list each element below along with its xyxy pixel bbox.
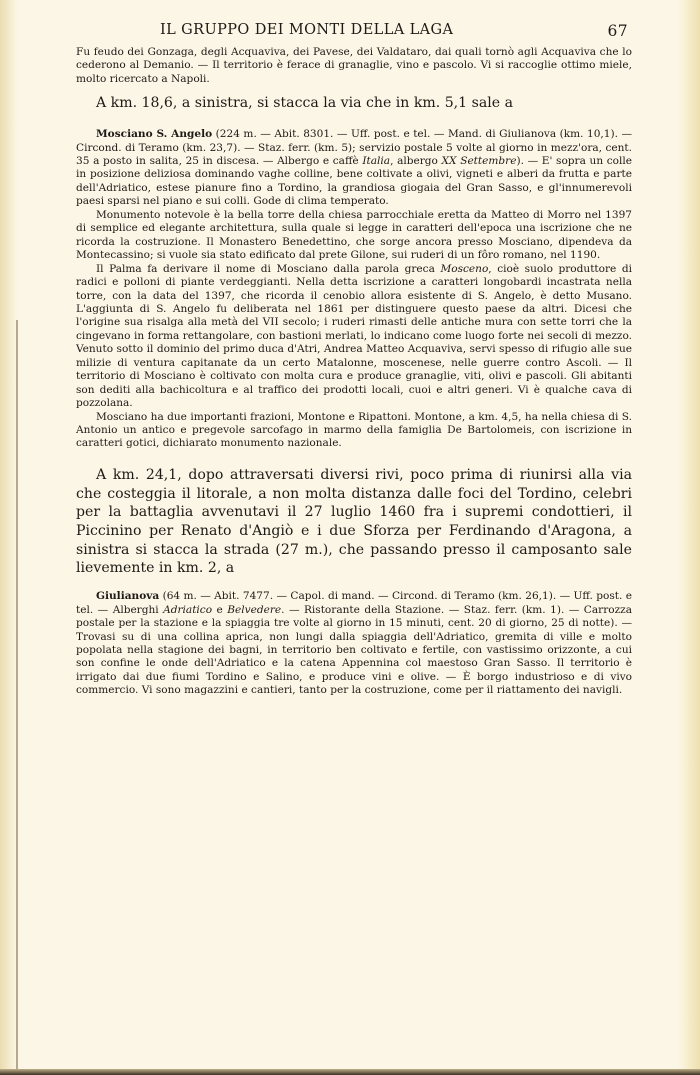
text-segment: , cioè suolo produttore di radici e polloni di piante verdeggianti. Nella detta iscrizione a caratteri longobardi incastrata nella torre, con la data del 1397, che ricorda il cenobio allora esistente di S. Angelo, è detto Musano. L'aggiunta di S. Angelo fu deliberata nel 1861 per distinguere questo paese da altri. Dicesi che l'origine sua risalga alla metà del VII secolo; i ruderi rimasti delle antiche mura con sette torri che la cingevano in forma rettangolare, con bastioni merlati, lo indicano come luogo forte nei secoli di mezzo. Venuto sotto il dominio del primo duca d'Atri, Andrea Matteo Acquaviva, servi spesso di rifugio alle sue milizie di ventura capitanate da un certo Matalonne, moscenese, nelle guerre contro Ascoli. — Il territorio di Mosciano è coltivato con molta cura e produce granaglie, viti, olivi e pascoli. Gli abitanti son dediti alla bachicoltura e al traffico dei prodotti locali, cuoi e altri generi. Vi è qualche cava di pozzolana. (76, 262, 632, 410)
italic-segment: Italia (362, 154, 391, 167)
place-name-giulianova: Giulianova (96, 590, 160, 603)
book-page (76, 22, 632, 698)
paragraph-history: Fu feudo dei Gonzaga, degli Acquaviva, dei Pavese, dei Valdataro, dai quali tornò agli Acquaviva che lo cederono al Demanio. — Il territorio è ferace di granaglie, vino e pascolo. Vi si raccoglie ottimo miele, molto ricercato a Napoli. (76, 46, 632, 85)
place-name-mosciano: Mosciano S. Angelo (96, 128, 213, 141)
paragraph-name-origin (76, 263, 632, 411)
paragraph-frazioni: Mosciano ha due importanti frazioni, Montone e Ripattoni. Montone, a km. 4,5, ha nella chiesa di S. Antonio un antico e pregevole sarcofago in marmo della famiglia De Bartolomeis, con iscrizione in caratteri gotici, dichiarato monumento nazionale. (76, 410, 632, 450)
text-segment: (64 m. — Abit. 7477. — Capol. di mand. — Circond. di Teramo (km. 26,1). — Uff. post. e tel. — Alberghi (76, 590, 632, 616)
italic-segment: Mosceno (440, 262, 489, 275)
italic-segment: XX Settembre (441, 154, 517, 167)
paragraph-giulianova-entry (76, 590, 632, 698)
text-segment: e (212, 603, 228, 616)
italic-segment: Adriatico (163, 603, 213, 616)
text-segment: (224 m. — Abit. 8301. — Uff. post. e tel. — Mand. di Giulianova (km. 10,1). — Circond. di Teramo (km. 23,7). — Staz. ferr. (km. 5); servizio postale 5 volte al giorno in mezz'ora, cent. 35 a posto in salita, 25 in discesa. — Albergo e caffè (76, 128, 632, 167)
paragraph-route-mosciano: A km. 18,6, a sinistra, si stacca la via che in km. 5,1 sale a (96, 95, 513, 112)
page-edge-left (0, 0, 18, 1075)
text-segment: ). — E' sopra un colle in posizione deliziosa dominando vaghe colline, bene coltivate a olivi, vigneti e alberi da frutta e parte dell'Adriatico, estese pianure fino a Tordino, la grandiosa giogaia del Gran Sasso, e gl'innumerevoli paesi sparsi nel piano e sui colli. Gode di clima temperato. (76, 154, 633, 208)
page-number: 67 (607, 22, 628, 40)
paragraph-monument: Monumento notevole è la bella torre della chiesa parrocchiale eretta da Matteo di Morro nel 1397 di semplice ed elegante architettura, sulla quale si legge in caratteri dell'epoca una iscrizione che ne ricorda la costruzione. Il Monastero Benedettino, che sorge ancora presso Mosciano, dipendeva da Montecassino; si vuole sia stato edificato dal prete Gilone, sui ruderi di un fôro romano, nel 1190. (76, 208, 632, 262)
paragraph-route-giulianova: A km. 24,1, dopo attraversati diversi rivi, poco prima di riunirsi alla via che costeggia il litorale, a non molta distanza dalle foci del Tordino, celebri per la battaglia avvenutavi il 27 luglio 1460 fra i supremi condottieri, il Piccinino per Renato d'Angiò e i due Sforza per Ferdinando d'Aragona, a sinistra si stacca la strada (27 m.), che passando presso il camposanto sale lievemente in km. 2, a (76, 466, 632, 577)
text-segment: , albergo (390, 154, 442, 167)
page-edge-bottom (0, 1069, 700, 1075)
running-head-title: IL GRUPPO DEI MONTI DELLA LAGA (160, 22, 454, 38)
running-head (76, 22, 632, 46)
text-segment: Il Palma fa derivare il nome di Mosciano dalla parola greca (96, 262, 441, 275)
text-segment: . — Ristorante della Stazione. — Staz. ferr. (km. 1). — Carrozza postale per la stazione e la spiaggia tre volte al giorno in 15 minuti, cent. 20 di giorno, 25 di notte). — Trovasi su di una collina aprica, non lungi dalla spiaggia dell'Adriatico, gremita di ville e molto popolata nella stagione dei bagni, in territorio ben coltivato e fertile, con vastissimo orizzonte, a cui son confine le onde dell'Adriatico e la catena Appennina col maestoso Gran Sasso. Il territorio è irrigato dai due fiumi Tordino e Salino, e produce vini e olive. — È borgo industrioso e di vivo commercio. Vi sono magazzini e cantieri, tanto per la costruzione, come per il riattamento dei navigli. (76, 603, 633, 697)
paragraph-mosciano-entry (76, 128, 632, 209)
page-edge-right (678, 0, 700, 1075)
italic-segment: Belvedere (227, 603, 282, 616)
